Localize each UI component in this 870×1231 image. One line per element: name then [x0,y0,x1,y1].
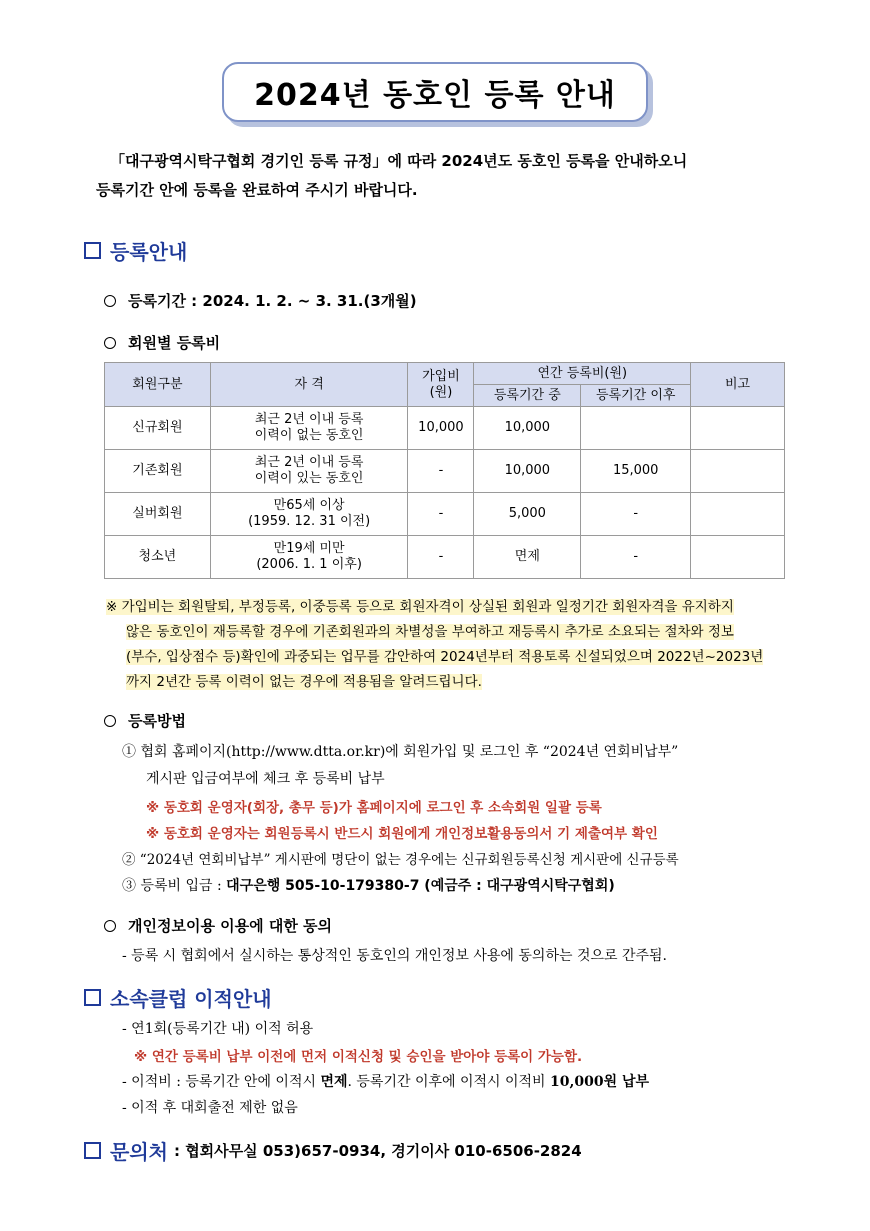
method-heading [104,710,186,731]
transfer-fee-amount: 10,000원 납부 [550,1074,650,1090]
method-step-3-prefix: ③ 등록비 입금 : [122,878,227,894]
cell-join-fee: - [408,536,474,579]
fee-heading-text: 회원별 등록비 [128,334,221,352]
note-line: 않은 동호인이 재등록할 경우에 기존회원과의 차별성을 부여하고 재등록시 추가로 소요되는 절차와 정보 [126,624,734,640]
section-transfer-heading [84,983,272,1012]
transfer-line-2 [122,1071,649,1091]
section-registration-heading [84,236,187,265]
intro-line-2: 등록기간 안에 등록을 완료하여 주시기 바랍니다. [96,181,418,199]
method-step-1: ① 협회 홈페이지(http://www.dtta.or.kr)에 회원가입 및 로그인 후 “2024년 연회비납부” [122,744,679,760]
period-text: 등록기간 : 2024. 1. 2. ~ 3. 31.(3개월) [128,292,417,310]
checkbox-square-icon [84,242,101,259]
cell-qualification: 만19세 미만 (2006. 1. 1 이후) [210,536,408,579]
table-row [105,493,785,536]
method-step-1-cont: 게시판 입금여부에 체크 후 등록비 납부 [146,771,385,787]
cell-join-fee: - [408,450,474,493]
checkbox-square-icon [84,989,101,1006]
method-step-3 [122,875,615,895]
title-box [222,62,648,122]
header-annual-fee: 연간 등록비(원) [474,363,691,385]
table-row [105,450,785,493]
section-contact-heading [84,1136,582,1165]
section-heading-text: 소속클럽 이적안내 [110,987,272,1011]
note-line: 까지 2년간 등록 이력이 없는 경우에 적용됨을 알려드립니다. [126,674,482,690]
cell-during: 10,000 [474,407,581,450]
circle-bullet-icon [104,295,116,307]
transfer-note: ※ 연간 등록비 납부 이전에 먼저 이적신청 및 승인을 받아야 등록이 가능함. [134,1049,583,1065]
cell-during: 10,000 [474,450,581,493]
checkbox-square-icon [84,1142,101,1159]
privacy-heading [104,915,332,936]
method-note-1: ※ 동호회 운영자(회장, 총무 등)가 홈페이지에 로그인 후 소속회원 일괄 등록 [146,800,602,816]
cell-after: - [581,536,691,579]
circle-bullet-icon [104,715,116,727]
cell-type: 실버회원 [105,493,211,536]
cell-join-fee: 10,000 [408,407,474,450]
registration-period [104,290,417,311]
method-step-2: ② “2024년 연회비납부” 게시판에 명단이 없는 경우에는 신규회원등록신청 게시판에 신규등록 [122,852,679,868]
transfer-line-3: - 이적 후 대회출전 제한 없음 [122,1100,298,1116]
header-join-fee: 가입비 (원) [408,363,474,407]
circle-bullet-icon [104,337,116,349]
method-note-2: ※ 동호회 운영자는 회원등록시 반드시 회원에게 개인정보활용동의서 기 제출여부 확인 [146,826,658,842]
cell-after: 15,000 [581,450,691,493]
cell-qualification: 최근 2년 이내 등록 이력이 없는 동호인 [210,407,408,450]
header-remarks: 비고 [691,363,785,407]
cell-remarks [691,493,785,536]
cell-remarks [691,407,785,450]
header-after-period: 등록기간 이후 [581,385,691,407]
privacy-text: - 등록 시 협회에서 실시하는 통상적인 동호인의 개인정보 사용에 동의하는 것으로 간주됨. [122,948,667,964]
fee-table [104,362,785,579]
transfer-line-1: - 연1회(등록기간 내) 이적 허용 [122,1021,314,1037]
table-row [105,536,785,579]
header-during-period: 등록기간 중 [474,385,581,407]
cell-type: 기존회원 [105,450,211,493]
table-row [105,407,785,450]
circle-bullet-icon [104,920,116,932]
join-fee-note [106,595,786,695]
fee-heading [104,332,220,353]
page-title: 2024년 동호인 등록 안내 [254,78,616,113]
contact-info: : 협회사무실 053)657-0934, 경기이사 010-6506-2824 [173,1142,582,1160]
cell-type: 신규회원 [105,407,211,450]
note-line: ※ 가입비는 회원탈퇴, 부정등록, 이중등록 등으로 회원자격이 상실된 회원과 일정기간 회원자격을 유지하지 [106,599,734,615]
header-qualification: 자 격 [210,363,408,407]
cell-qualification: 만65세 이상 (1959. 12. 31 이전) [210,493,408,536]
cell-remarks [691,450,785,493]
note-line: (부수, 입상점수 등)확인에 과중되는 업무를 감안하여 2024년부터 적용토록 신설되었으며 2022년~2023년 [126,649,764,665]
transfer-fee-text-2: . 등록기간 이후에 이적시 이적비 [347,1074,551,1090]
section-heading-text: 등록안내 [110,240,188,264]
method-heading-text: 등록방법 [128,712,186,730]
cell-qualification: 최근 2년 이내 등록 이력이 있는 동호인 [210,450,408,493]
transfer-fee-exempt: 면제 [320,1074,348,1090]
transfer-fee-text: - 이적비 : 등록기간 안에 이적시 [122,1074,321,1090]
bank-account: 대구은행 505-10-179380-7 (예금주 : 대구광역시탁구협회) [226,878,615,894]
cell-type: 청소년 [105,536,211,579]
section-heading-text: 문의처 [110,1140,168,1164]
intro-paragraph [88,147,788,205]
cell-remarks [691,536,785,579]
privacy-heading-text: 개인정보이용 이용에 대한 동의 [128,917,333,935]
cell-during: 면제 [474,536,581,579]
cell-after [581,407,691,450]
header-member-type: 회원구분 [105,363,211,407]
cell-during: 5,000 [474,493,581,536]
cell-join-fee: - [408,493,474,536]
cell-after: - [581,493,691,536]
intro-line-1: 「대구광역시탁구협회 경기인 등록 규정」에 따라 2024년도 동호인 등록을 안내하오니 [110,152,688,170]
